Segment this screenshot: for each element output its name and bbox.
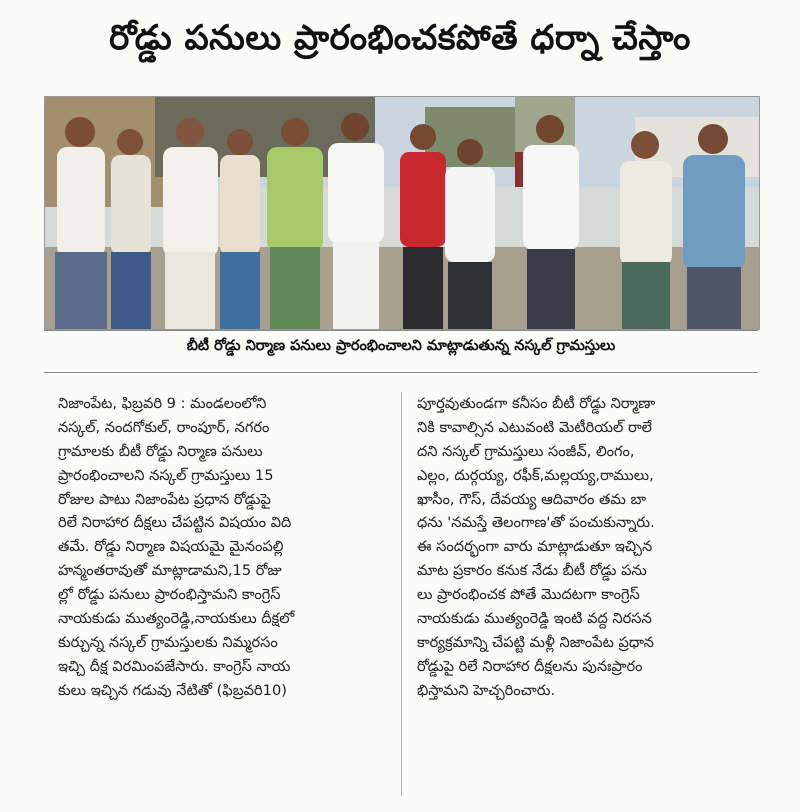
text-line: ఖాసీం, గౌస్, దేవయ్య ఆదివారం తమ బా [417, 490, 647, 508]
text-line: నాయకుడు ముత్యంరెడ్డి,నాయకులు దీక్షలో [58, 610, 295, 628]
text-line: పూర్తవుతుండగా కనీసం బీటీ రోడ్డు నిర్మాణా [417, 395, 656, 412]
text-line: రోజుల పాటు నిజాంపేట ప్రధాన రోడ్డుపై [58, 490, 271, 508]
text-line: కులు ఇచ్చిన గడువు నేటితో (ఫిబ్రవరి10) [58, 681, 287, 699]
text-line: దని నస్కల్ గ్రామస్తులు సంజీవ్, లింగం, [417, 442, 635, 460]
text-line: తమే. రోడ్డు నిర్మాణ విషయమై మైనంపల్లి [58, 538, 284, 556]
article-headline: రోడ్డు పనులు ప్రారంభించకపోతే ధర్నా చేస్తాం [109, 18, 691, 58]
villagers-photo-illustration [45, 97, 759, 329]
photo-bottom-rule [44, 330, 758, 331]
text-line: రోడ్డుపై రిలే నిరాహార దీక్షలను పునఃప్రారం [417, 657, 643, 675]
text-line: కుర్చున్న నస్కల్ గ్రామస్తులకు నిమ్మరసం [58, 633, 278, 651]
text-line: భిస్తామని హెచ్చరించారు. [417, 681, 556, 699]
text-line: నస్కల్, నందగోకుల్, రాంపూర్, నగరం [58, 418, 270, 436]
text-line: ఎల్లం, దుర్గయ్య, రఫీక్,మల్లయ్య,రాములు, [417, 466, 654, 484]
text-line: కార్యక్రమాన్ని చేపట్టి మళ్లీ నిజాంపేట ప్రధాన [417, 633, 654, 651]
text-line: నికి కావాల్సిన ఎటువంటి మెటీరియల్ రాలే [417, 418, 653, 436]
photo-caption: బీటీ రోడ్డు నిర్మాణ పనులు ప్రారంభించాలని మాట్లాడుతున్న నస్కల్ గ్రామస్తులు [186, 338, 616, 354]
group-photo [44, 96, 760, 330]
column-divider [401, 392, 402, 796]
text-line: ధను 'నమస్తే తెలంగాణ'తో పంచుకున్నారు. [417, 514, 655, 532]
text-line: నిజాంపేట, ఫిబ్రవరి 9 : మండలంలోని [58, 395, 267, 412]
article-left-column [58, 392, 388, 703]
text-line: మాట ప్రకారం కనుక నేడు బీటీ రోడ్డు పను [417, 562, 647, 580]
text-line: ల్లో రోడ్డు పనులు ప్రారంభిస్తామని కాంగ్రెస్ [58, 586, 281, 604]
text-line: ఇచ్చి దీక్ష విరమింపజేసారు. కాంగ్రెస్ నాయ [58, 657, 291, 675]
text-line: గ్రామాలకు బీటీ రోడ్డు నిర్మాణ పనులు [58, 442, 263, 460]
text-line: రిలే నిరాహార దీక్షలు చేపట్టిన విషయం విది [58, 514, 292, 532]
text-line: ఈ సందర్భంగా వారు మాట్లాడుతూ ఇచ్చిన [417, 538, 653, 556]
caption-bottom-rule [44, 372, 758, 373]
article-right-column [417, 392, 747, 703]
text-line: నాయకుడు ముత్యంరెడ్డి ఇంటి వద్ద నిరసన [417, 610, 652, 628]
text-line: లు ప్రారంభించక పోతే మొదటగా కాంగ్రెస్ [417, 586, 640, 604]
text-line: ప్రారంభించాలని నస్కల్ గ్రామస్తులు 15 [58, 466, 274, 484]
text-line: హన్మంతరావుతో మాట్లాడామని,15 రోజు [58, 562, 282, 580]
